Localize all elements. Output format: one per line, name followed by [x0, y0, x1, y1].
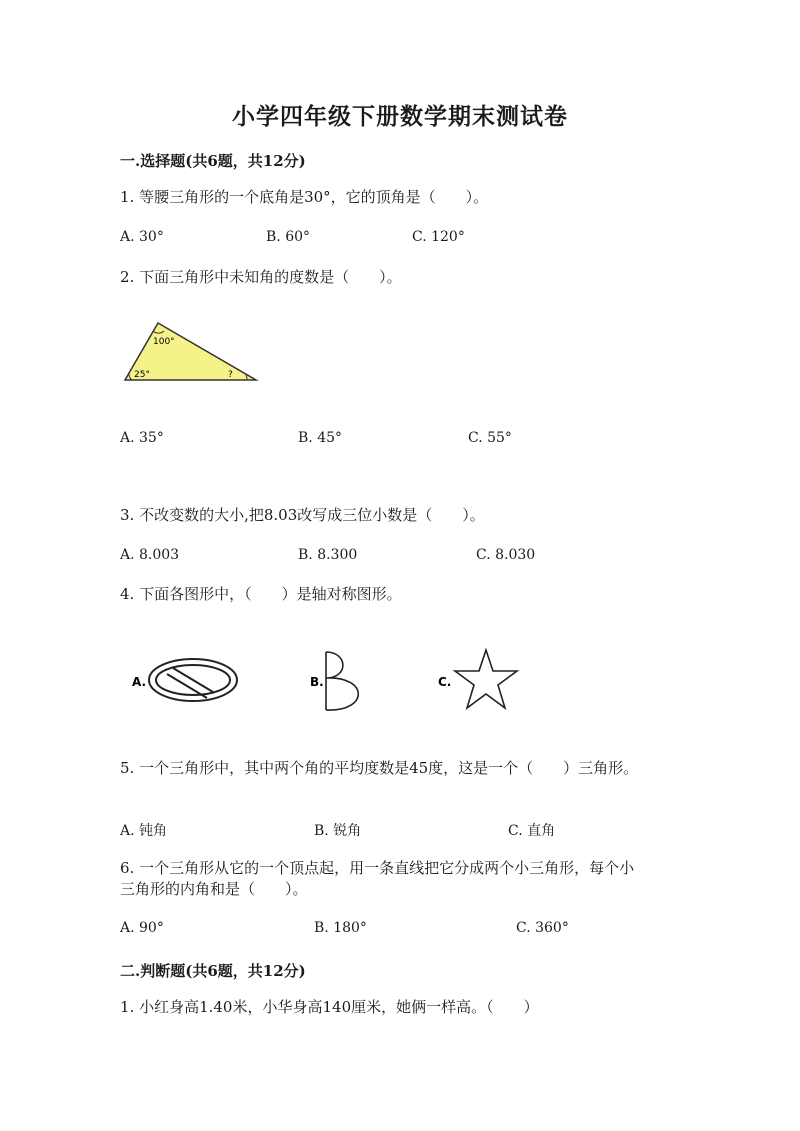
question-2-option-b[interactable]: B. 45° — [298, 430, 343, 446]
triangle-figure — [120, 318, 262, 384]
figure-a-label: A. — [132, 675, 147, 689]
question-2-option-c[interactable]: C. 55° — [468, 430, 512, 446]
figure-b-label: B. — [310, 675, 324, 689]
angle-label-left: 25° — [134, 370, 150, 380]
question-5-text: 5. 一个三角形中，其中两个角的平均度数是45度，这是一个（ ）三角形。 — [120, 759, 639, 777]
question-1-text: 1. 等腰三角形的一个底角是30°，它的顶角是（ ）。 — [120, 188, 489, 206]
section-heading-choice: 一.选择题(共6题，共12分) — [120, 152, 306, 170]
question-5-option-b[interactable]: B. 锐角 — [314, 823, 362, 839]
question-2-text: 2. 下面三角形中未知角的度数是（ ）。 — [120, 268, 402, 286]
letter-b-shape-icon — [326, 652, 358, 710]
shapes-figure — [126, 648, 526, 714]
question-6-line-1: 6. 一个三角形从它的一个顶点起，用一条直线把它分成两个小三角形，每个小 — [120, 859, 635, 877]
question-6-option-c[interactable]: C. 360° — [516, 920, 569, 936]
question-3-option-b[interactable]: B. 8.300 — [298, 547, 358, 563]
question-5-option-a[interactable]: A. 钝角 — [120, 823, 168, 839]
prohibition-slash-1 — [173, 668, 213, 692]
question-6-option-b[interactable]: B. 180° — [314, 920, 367, 936]
question-2-option-a[interactable]: A. 35° — [120, 430, 164, 446]
question-4-text: 4. 下面各图形中，（ ）是轴对称图形。 — [120, 585, 402, 603]
question-1-option-a[interactable]: A. 30° — [120, 229, 164, 245]
question-3-option-c[interactable]: C. 8.030 — [476, 547, 536, 563]
page-title: 小学四年级下册数学期末测试卷 — [232, 103, 568, 130]
figure-c-label: C. — [438, 675, 452, 689]
angle-label-right: ? — [228, 370, 233, 380]
section-heading-judgment: 二.判断题(共6题，共12分) — [120, 962, 306, 980]
judgment-1-text: 1. 小红身高1.40米，小华身高140厘米，她俩一样高。（ ） — [120, 998, 539, 1016]
angle-label-top: 100° — [153, 337, 175, 347]
question-5-option-c[interactable]: C. 直角 — [508, 823, 556, 839]
question-6-line-2: 三角形的内角和是（ ）。 — [120, 880, 308, 898]
question-3-option-a[interactable]: A. 8.003 — [120, 547, 180, 563]
question-1-option-c[interactable]: C. 120° — [412, 229, 465, 245]
question-6-option-a[interactable]: A. 90° — [120, 920, 164, 936]
question-3-text: 3. 不改变数的大小,把8.03改写成三位小数是（ ）。 — [120, 506, 485, 524]
star-shape-icon — [455, 650, 517, 708]
question-1-option-b[interactable]: B. 60° — [266, 229, 311, 245]
